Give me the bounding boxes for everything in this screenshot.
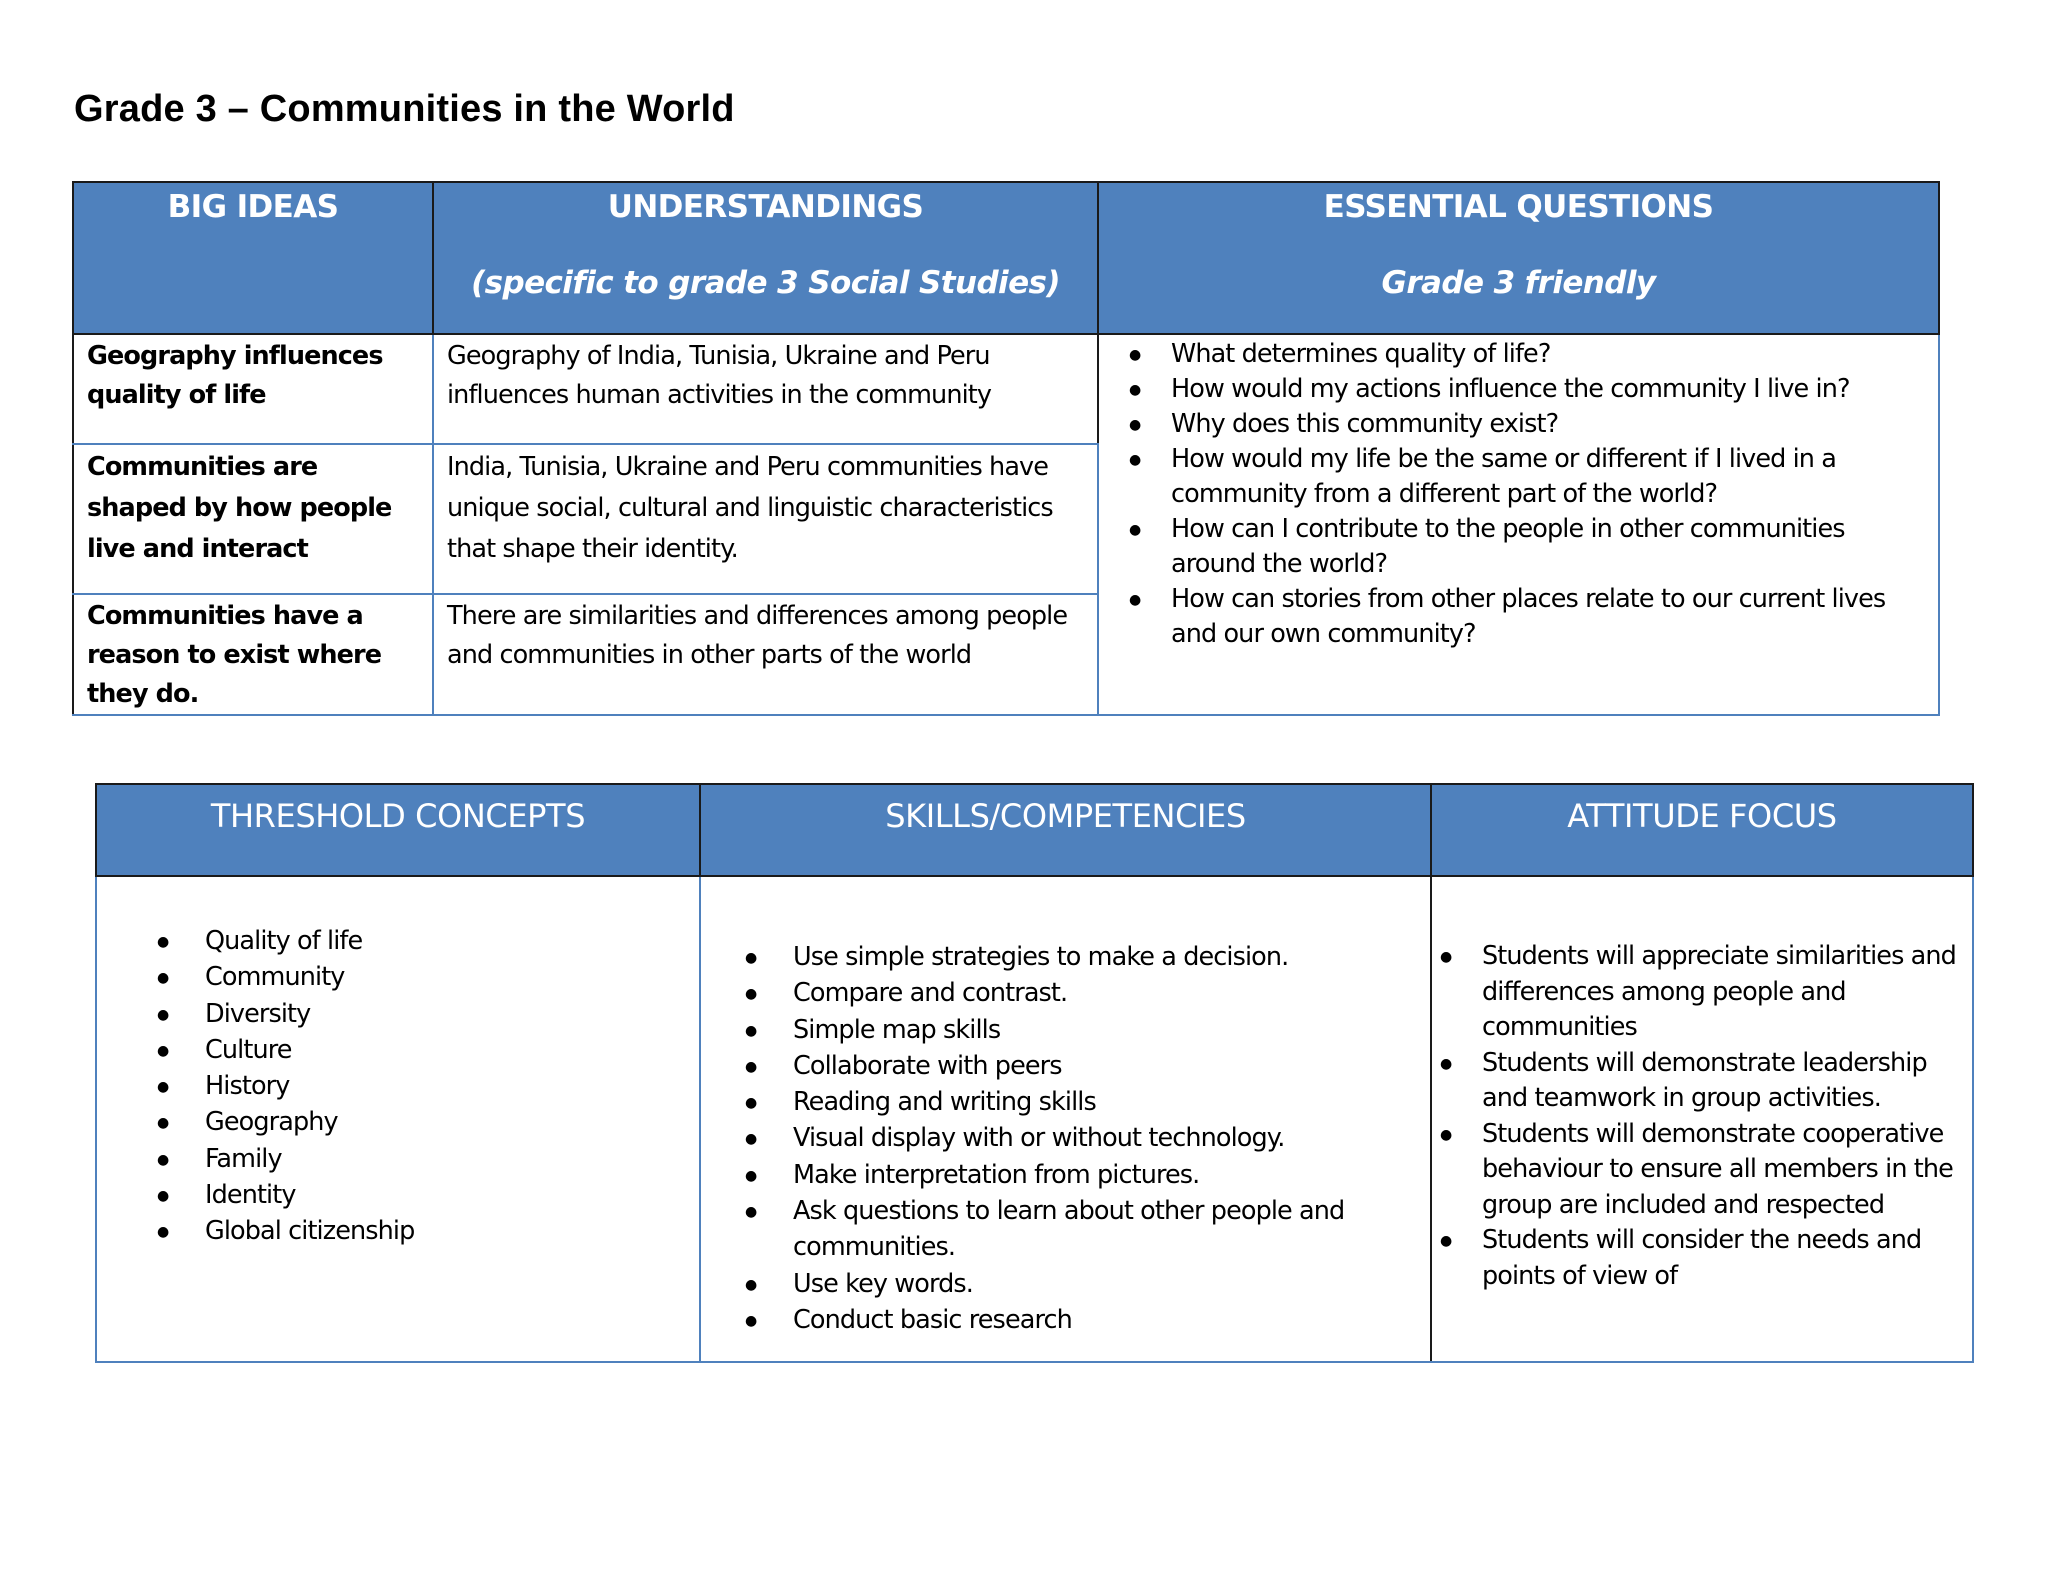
understanding-cell: Geography of India, Tunisia, Ukraine and Peru influences human activities in the community <box>433 334 1098 444</box>
attitude-focus-list <box>1440 939 1962 1294</box>
list-item: ● Use key words. <box>745 1266 1430 1302</box>
header-understandings-subtitle: (specific to grade 3 Social Studies) <box>471 265 1060 301</box>
header-big-ideas-label: BIG IDEAS <box>167 189 339 225</box>
header-attitude-focus <box>1431 784 1973 876</box>
list-item: ● Why does this community exist? <box>1125 407 1926 442</box>
threshold-concepts-cell <box>96 876 700 1362</box>
header-threshold-concepts-label: THRESHOLD CONCEPTS <box>210 797 586 835</box>
list-item: ● Collaborate with peers <box>745 1048 1430 1084</box>
header-attitude-focus-label: ATTITUDE FOCUS <box>1567 797 1837 835</box>
list-item: ● Culture <box>157 1032 699 1068</box>
header-understandings-label: UNDERSTANDINGS <box>607 189 924 225</box>
essential-questions-list <box>1125 337 1926 652</box>
list-item: ● Students will demonstrate leadership and teamwork in group activities. <box>1440 1046 1962 1117</box>
essential-questions-cell <box>1098 334 1939 715</box>
header-skills <box>700 784 1431 876</box>
list-item: ● Students will appreciate similarities and differences among people and communities <box>1440 939 1962 1046</box>
big-idea-cell: Geography influences quality of life <box>73 334 433 444</box>
header-essential-questions-label: ESSENTIAL QUESTIONS <box>1323 189 1714 225</box>
concepts-table <box>95 783 1974 1363</box>
list-item: ● Visual display with or without technology. <box>745 1120 1430 1156</box>
list-item: ● Reading and writing skills <box>745 1084 1430 1120</box>
big-idea-cell: Communities are shaped by how people live and interact <box>73 444 433 594</box>
document-title: Grade 3 – Communities in the World <box>74 88 735 130</box>
list-item: ● How can I contribute to the people in other communities around the world? <box>1125 512 1926 582</box>
list-item: ● Family <box>157 1141 699 1177</box>
header-threshold-concepts <box>96 784 700 876</box>
list-item: ● Conduct basic research <box>745 1302 1430 1338</box>
list-item: ● Students will demonstrate cooperative behaviour to ensure all members in the group are included and respected <box>1440 1117 1962 1224</box>
list-item: ● History <box>157 1068 699 1104</box>
understanding-cell: There are similarities and differences among people and communities in other parts of the world <box>433 594 1098 715</box>
list-item: ● Diversity <box>157 996 699 1032</box>
list-item: ● How would my life be the same or different if I lived in a community from a different part of the world? <box>1125 442 1926 512</box>
list-item: ● Global citizenship <box>157 1213 699 1249</box>
list-item: ● How can stories from other places relate to our current lives and our own community? <box>1125 582 1926 652</box>
header-essential-questions <box>1098 182 1939 334</box>
list-item: ● Community <box>157 959 699 995</box>
list-item: ● Quality of life <box>157 923 699 959</box>
understanding-cell: India, Tunisia, Ukraine and Peru communities have unique social, cultural and linguistic characteristics that shape their identity. <box>433 444 1098 594</box>
list-item: ● How would my actions influence the community I live in? <box>1125 372 1926 407</box>
list-item: ● Simple map skills <box>745 1012 1430 1048</box>
list-item: ● Identity <box>157 1177 699 1213</box>
header-essential-questions-subtitle: Grade 3 friendly <box>1381 265 1656 301</box>
list-item: ● Make interpretation from pictures. <box>745 1157 1430 1193</box>
big-idea-cell: Communities have a reason to exist where they do. <box>73 594 433 715</box>
list-item: ● Use simple strategies to make a decision. <box>745 939 1430 975</box>
big-ideas-table <box>72 181 1940 716</box>
threshold-concepts-list <box>157 923 699 1250</box>
list-item: ● Ask questions to learn about other people and communities. <box>745 1193 1430 1266</box>
header-big-ideas <box>73 182 433 334</box>
skills-cell <box>700 876 1431 1362</box>
list-item: ● What determines quality of life? <box>1125 337 1926 372</box>
attitude-focus-cell <box>1431 876 1973 1362</box>
list-item: ● Students will consider the needs and points of view of <box>1440 1223 1962 1294</box>
table-row <box>96 876 1973 1362</box>
table-row <box>73 334 1939 444</box>
list-item: ● Compare and contrast. <box>745 975 1430 1011</box>
header-skills-label: SKILLS/COMPETENCIES <box>885 797 1246 835</box>
skills-list <box>745 939 1430 1338</box>
list-item: ● Geography <box>157 1104 699 1140</box>
header-understandings <box>433 182 1098 334</box>
